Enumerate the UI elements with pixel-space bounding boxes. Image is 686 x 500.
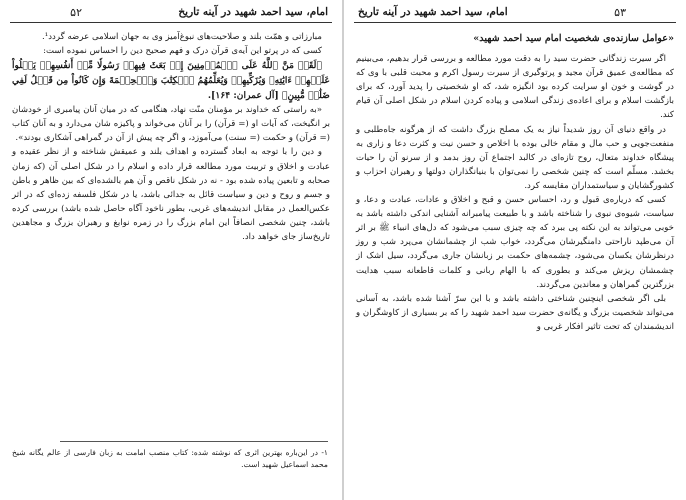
paragraph: اگر سیرت زندگانی حضرت سید را به دقت مورد مطالعه و بررسی قرار بدهیم، می‌بینیم که مطالعه‌ی عمیق قرآن مجید و پرتوگیری از سیرت رسول اکرم و محبت قلبی با وی که در گوشت و خون او سرایت کرده بود انگیزه شد، که او شخصیتی را پدید آورد، که برای بازگشت اسلام و برای اعاده‌ی زندگی اسلامی و پیاده کردن اسلام در شکل اصلی آن قیام کند. [356,54,674,121]
paragraph: مبارزاتی و همّت بلند و صلاحیت‌های نبوغ‌آمیز وی به جهان اسلامی عرضه گردد¹. [42,32,322,42]
header-title: امام، سید احمد شهید در آینه تاریخ [178,6,328,18]
verse-translation: «به راستی که خداوند بر مؤمنان منّت نهاد، هنگامی که در میان آنان پیامبری از خودشان بر انگیخت، که آیات او (= قرآن) را بر آنان می‌خواند و پاکیزه شان می‌دارد و به آنان کتاب (= قرآن) و حکمت (= سنت) می‌آموزد، و اگر چه پیش از آن در گمراهی آشکاری بودند». [12,105,330,144]
paragraph: و دین را با توجه به ابعاد گسترده و اهداف بلند و عمیقش شناخته و از نظر عقیده و عبادت و اخلاق و تربیت مورد مطالعه قرار داده و اسلام را در شکل اصلی آن (که زمان صحابه و تابعین پیاده شده بود - نه در شکل ناقص و آن هم بالشده‌ای که بین ظاهر و باطن و جسم و روح و دین و سیاست قائل به جدائی باشد، یا در شکل فلسفه زده‌ای که در اثر عکس‌العمل در مقابل اندیشه‌های غربی، بطور ناخود آگاه حاصل شده باشد) بررسی کرده باشد، چنین شخصی انصافاً این امام بزرگ را در زمره نوابغ و رهبران بزرگ و مجاهدین تاریخ‌ساز جای خواهد داد. [12,147,330,243]
running-header [10,4,332,23]
page-number: ۵۳ [614,6,626,19]
quran-verse: ﴿لَقَدۡ مَنَّ ٱللَّهُ عَلَى ٱلۡمُؤۡمِنِينَ إِذۡ بَعَثَ فِيهِمۡ رَسُولٗا مِّنۡ أَنفُسِهِمۡ يَتۡلُواْ عَلَيۡهِمۡ ءَايَٰتِهِۦ وَيُزَكِّيهِمۡ وَيُعَلِّمُهُمُ ٱلۡكِتَٰبَ وَٱلۡحِكۡمَةَ وَإِن كَانُواْ مِن قَبۡلُ لَفِي ضَلَٰلٖ مُّبِينٍ﴾ [آل عمران: ۱۶۴]. [12,60,330,102]
running-header [354,4,676,23]
paragraph: بلی اگر شخصی اینچنین شناختی داشته باشد و با این سرّ آشنا شده باشد، به آسانی می‌تواند شخصیت بزرگ و یگانه‌ی حضرت سید احمد شهید را که بر بسیاری از کاوشگران و اندیشمندان که تحت تاثیر افکار غربی و [356,293,674,332]
section-title: «عوامل سازنده‌ی شخصیت امام سید احمد شهید» [473,33,674,44]
paragraph: کسی که دریاره‌ی قبول و رد، احساس حسن و قبح و اخلاق و عادات، عبادت و دعا، و سیاست، شیوه‌ی نبوی را شناخته باشد و با طبیعت پیامبرانه آشنایی اندکی داشته باشد به خوبی می‌تواند به این نکته پی ببرد که چه چیزی سبب می‌شود که دل‌های انبیاء ﷺ بر اثر آن می‌طپد ناراحتی دامنگیرشان می‌گردد، خواب شب از چشمانشان می‌پرد شب و روز درنظرشان یکسان می‌شود، چشمه‌های حکمت بر زبانشان جاری می‌گردد، سیل اشک از چشمشان ریزش می‌کند و بطوری که با الهام ربانی و کلمات قاطعانه سبب هدایت بزرگترین گمراهان و معاندین می‌گردند. [356,195,674,290]
paragraph: کسی که در پرتو این آیه‌ی قرآن درک و فهم صحیح دین را احساس نموده است: [43,46,322,57]
page-body [356,30,674,334]
page-body [12,30,330,244]
right-page [344,0,686,500]
page-number: ۵۲ [70,6,82,19]
footnote: ۱- در این‌باره بهترین اثری که نوشته شده: کتاب منصب امامت به زبان فارسی از عالم یگانه شیخ محمد اسماعیل شهید است. [12,448,328,469]
left-page [0,0,342,500]
paragraph: در واقع دنیای آن روز شدیداً نیاز به یک مصلح بزرگ داشت که از هرگونه جاه‌طلبی و منفعت‌جویی و حب مال و مقام خالی بوده با اخلاص و حسن نیت و کثرت دعا و زاری به پیشگاه خداوند متعال، روح تازه‌ای در کالبد اجتماع آن روز بدمد و از سرنو آن را حیات بخشد. مسلّم است که چنین شخصی را نمی‌توان با بنیانگذاران دولتها و رهبران احزاب و کشورگشایان و سیاستمداران مقایسه کرد. [356,124,674,191]
header-title: امام، سید احمد شهید در آینه تاریخ [358,6,508,18]
footnote-divider [60,441,328,442]
